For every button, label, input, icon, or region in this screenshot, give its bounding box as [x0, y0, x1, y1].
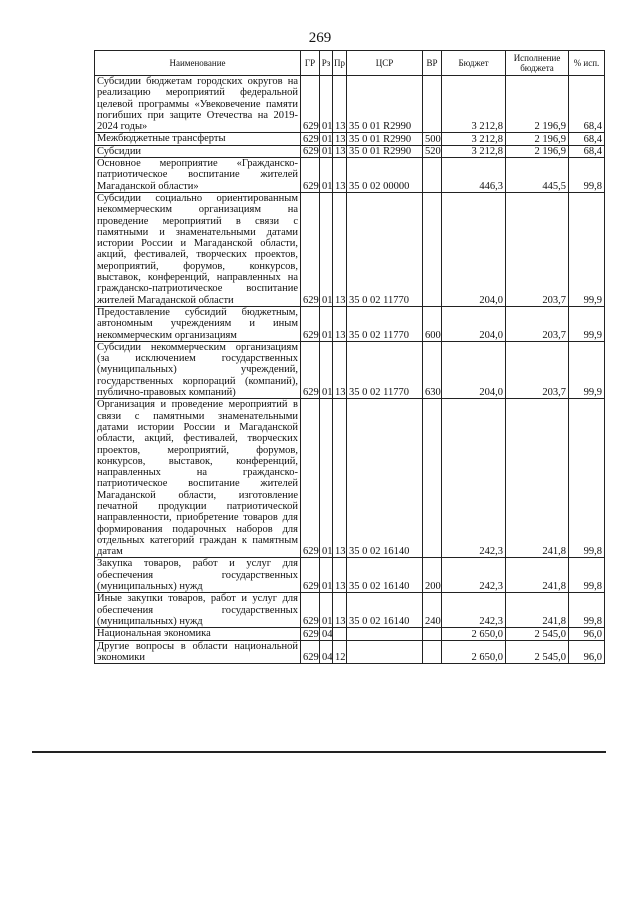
cell-csr: 35 0 02 16140 — [347, 593, 423, 628]
cell-vr — [423, 158, 442, 193]
cell-pr: 13 — [333, 593, 347, 628]
cell-execution: 2 196,9 — [506, 76, 569, 133]
table-row — [95, 593, 605, 628]
cell-rz: 04 — [320, 628, 333, 640]
cell-budget: 3 212,8 — [442, 76, 506, 133]
cell-pr: 13 — [333, 158, 347, 193]
cell-percent: 96,0 — [569, 640, 605, 664]
cell-percent: 68,4 — [569, 76, 605, 133]
cell-gr: 629 — [301, 399, 320, 558]
cell-execution: 203,7 — [506, 192, 569, 306]
cell-execution: 445,5 — [506, 158, 569, 193]
cell-percent: 68,4 — [569, 133, 605, 145]
cell-budget: 3 212,8 — [442, 145, 506, 157]
cell-csr: 35 0 01 R2990 — [347, 145, 423, 157]
cell-rz: 01 — [320, 593, 333, 628]
cell-gr: 629 — [301, 593, 320, 628]
cell-execution: 241,8 — [506, 399, 569, 558]
cell-rz: 01 — [320, 399, 333, 558]
table-row — [95, 341, 605, 398]
cell-vr: 200 — [423, 558, 442, 593]
table-row — [95, 133, 605, 145]
table-row — [95, 640, 605, 664]
cell-rz: 01 — [320, 158, 333, 193]
cell-gr: 629 — [301, 341, 320, 398]
cell-rz: 01 — [320, 558, 333, 593]
cell-name: Основное мероприятие «Гражданско-патриотическое воспитание жителей Магаданской области» — [95, 158, 301, 193]
cell-percent: 99,8 — [569, 593, 605, 628]
cell-budget: 2 650,0 — [442, 640, 506, 664]
cell-budget: 204,0 — [442, 306, 506, 341]
cell-execution: 2 196,9 — [506, 133, 569, 145]
cell-pr — [333, 628, 347, 640]
cell-percent: 99,8 — [569, 558, 605, 593]
table-row — [95, 306, 605, 341]
cell-percent: 99,9 — [569, 341, 605, 398]
cell-vr: 240 — [423, 593, 442, 628]
header-percent: % исп. — [569, 51, 605, 76]
cell-name: Организация и проведение мероприятий в связи с памятными знаменательными датами истории России и Магаданской области, акций, фестивалей, творческих проектов, мероприятий, форумов, конкурсов, выставок, конференций, направленных на гражданско-патриотическое воспитание жителей Магаданской области, изготовление печатной продукции патриотической направленности, приобретение товаров для формирования подарочных наборов для отдельных категорий граждан к памятным датам — [95, 399, 301, 558]
cell-csr: 35 0 02 00000 — [347, 158, 423, 193]
cell-name: Субсидии бюджетам городских округов на реализацию мероприятий федеральной целевой программы «Увековечение памяти погибших при защите Отечества на 2019-2024 годы» — [95, 76, 301, 133]
cell-gr: 629 — [301, 133, 320, 145]
cell-csr — [347, 628, 423, 640]
cell-execution: 241,8 — [506, 558, 569, 593]
cell-csr: 35 0 02 11770 — [347, 192, 423, 306]
cell-execution: 2 545,0 — [506, 628, 569, 640]
cell-gr: 629 — [301, 558, 320, 593]
cell-pr: 13 — [333, 399, 347, 558]
header-gr: ГР — [301, 51, 320, 76]
budget-table — [94, 50, 605, 664]
cell-vr — [423, 640, 442, 664]
cell-csr: 35 0 02 16140 — [347, 558, 423, 593]
table-row — [95, 158, 605, 193]
cell-vr: 520 — [423, 145, 442, 157]
header-execution: Исполнение бюджета — [506, 51, 569, 76]
cell-pr: 13 — [333, 341, 347, 398]
cell-gr: 629 — [301, 628, 320, 640]
cell-rz: 01 — [320, 133, 333, 145]
cell-gr: 629 — [301, 640, 320, 664]
cell-rz: 01 — [320, 76, 333, 133]
header-budget: Бюджет — [442, 51, 506, 76]
cell-percent: 96,0 — [569, 628, 605, 640]
table-row — [95, 76, 605, 133]
header-name: Наименование — [95, 51, 301, 76]
cell-gr: 629 — [301, 145, 320, 157]
cell-budget: 204,0 — [442, 192, 506, 306]
cell-gr: 629 — [301, 306, 320, 341]
cell-execution: 241,8 — [506, 593, 569, 628]
cell-pr: 13 — [333, 133, 347, 145]
cell-pr: 13 — [333, 76, 347, 133]
header-row — [95, 51, 605, 76]
cell-percent: 99,8 — [569, 158, 605, 193]
header-pr: Пр — [333, 51, 347, 76]
cell-rz: 01 — [320, 192, 333, 306]
cell-pr: 13 — [333, 558, 347, 593]
cell-name: Другие вопросы в области национальной экономики — [95, 640, 301, 664]
cell-name: Субсидии некоммерческим организациям (за исключением государственных (муниципальных) учреждений, государственных корпораций (компаний), публично-правовых компаний) — [95, 341, 301, 398]
cell-name: Субсидии социально ориентированным некоммерческим организациям на проведение мероприятий в связи с памятными и знаменательными датами истории России и Магаданской области, акций, фестивалей, творческих проектов, мероприятий, форумов, конкурсов, выставок, конференций, направленных на гражданско-патриотическое воспитание жителей Магаданской области — [95, 192, 301, 306]
cell-pr: 13 — [333, 192, 347, 306]
table-row — [95, 192, 605, 306]
cell-pr: 13 — [333, 306, 347, 341]
cell-vr: 500 — [423, 133, 442, 145]
cell-name: Предоставление субсидий бюджетным, автономным учреждениям и иным некоммерческим организациям — [95, 306, 301, 341]
cell-gr: 629 — [301, 158, 320, 193]
cell-name: Межбюджетные трансферты — [95, 133, 301, 145]
table-row — [95, 145, 605, 157]
cell-rz: 01 — [320, 306, 333, 341]
cell-csr: 35 0 02 16140 — [347, 399, 423, 558]
header-rz: Рз — [320, 51, 333, 76]
cell-rz: 01 — [320, 341, 333, 398]
cell-percent: 68,4 — [569, 145, 605, 157]
cell-vr: 600 — [423, 306, 442, 341]
cell-percent: 99,9 — [569, 192, 605, 306]
cell-csr: 35 0 01 R2990 — [347, 76, 423, 133]
cell-vr — [423, 76, 442, 133]
cell-budget: 242,3 — [442, 399, 506, 558]
table-row — [95, 399, 605, 558]
cell-pr: 12 — [333, 640, 347, 664]
cell-budget: 446,3 — [442, 158, 506, 193]
cell-csr: 35 0 01 R2990 — [347, 133, 423, 145]
cell-execution: 203,7 — [506, 341, 569, 398]
table-row — [95, 558, 605, 593]
cell-pr: 13 — [333, 145, 347, 157]
cell-execution: 203,7 — [506, 306, 569, 341]
page-number: 269 — [308, 30, 332, 46]
cell-gr: 629 — [301, 192, 320, 306]
cell-rz: 01 — [320, 145, 333, 157]
cell-name: Субсидии — [95, 145, 301, 157]
cell-gr: 629 — [301, 76, 320, 133]
cell-execution: 2 196,9 — [506, 145, 569, 157]
cell-name: Закупка товаров, работ и услуг для обеспечения государственных (муниципальных) нужд — [95, 558, 301, 593]
cell-budget: 242,3 — [442, 558, 506, 593]
table-row — [95, 628, 605, 640]
cell-vr — [423, 399, 442, 558]
cell-vr — [423, 628, 442, 640]
cell-csr — [347, 640, 423, 664]
cell-csr: 35 0 02 11770 — [347, 306, 423, 341]
cell-vr: 630 — [423, 341, 442, 398]
cell-vr — [423, 192, 442, 306]
cell-budget: 2 650,0 — [442, 628, 506, 640]
cell-budget: 242,3 — [442, 593, 506, 628]
cell-budget: 204,0 — [442, 341, 506, 398]
cell-name: Национальная экономика — [95, 628, 301, 640]
cell-rz: 04 — [320, 640, 333, 664]
cell-name: Иные закупки товаров, работ и услуг для обеспечения государственных (муниципальных) нужд — [95, 593, 301, 628]
header-vr: ВР — [423, 51, 442, 76]
cell-percent: 99,9 — [569, 306, 605, 341]
cell-percent: 99,8 — [569, 399, 605, 558]
bottom-rule — [32, 751, 606, 753]
header-csr: ЦСР — [347, 51, 423, 76]
cell-csr: 35 0 02 11770 — [347, 341, 423, 398]
cell-budget: 3 212,8 — [442, 133, 506, 145]
cell-execution: 2 545,0 — [506, 640, 569, 664]
